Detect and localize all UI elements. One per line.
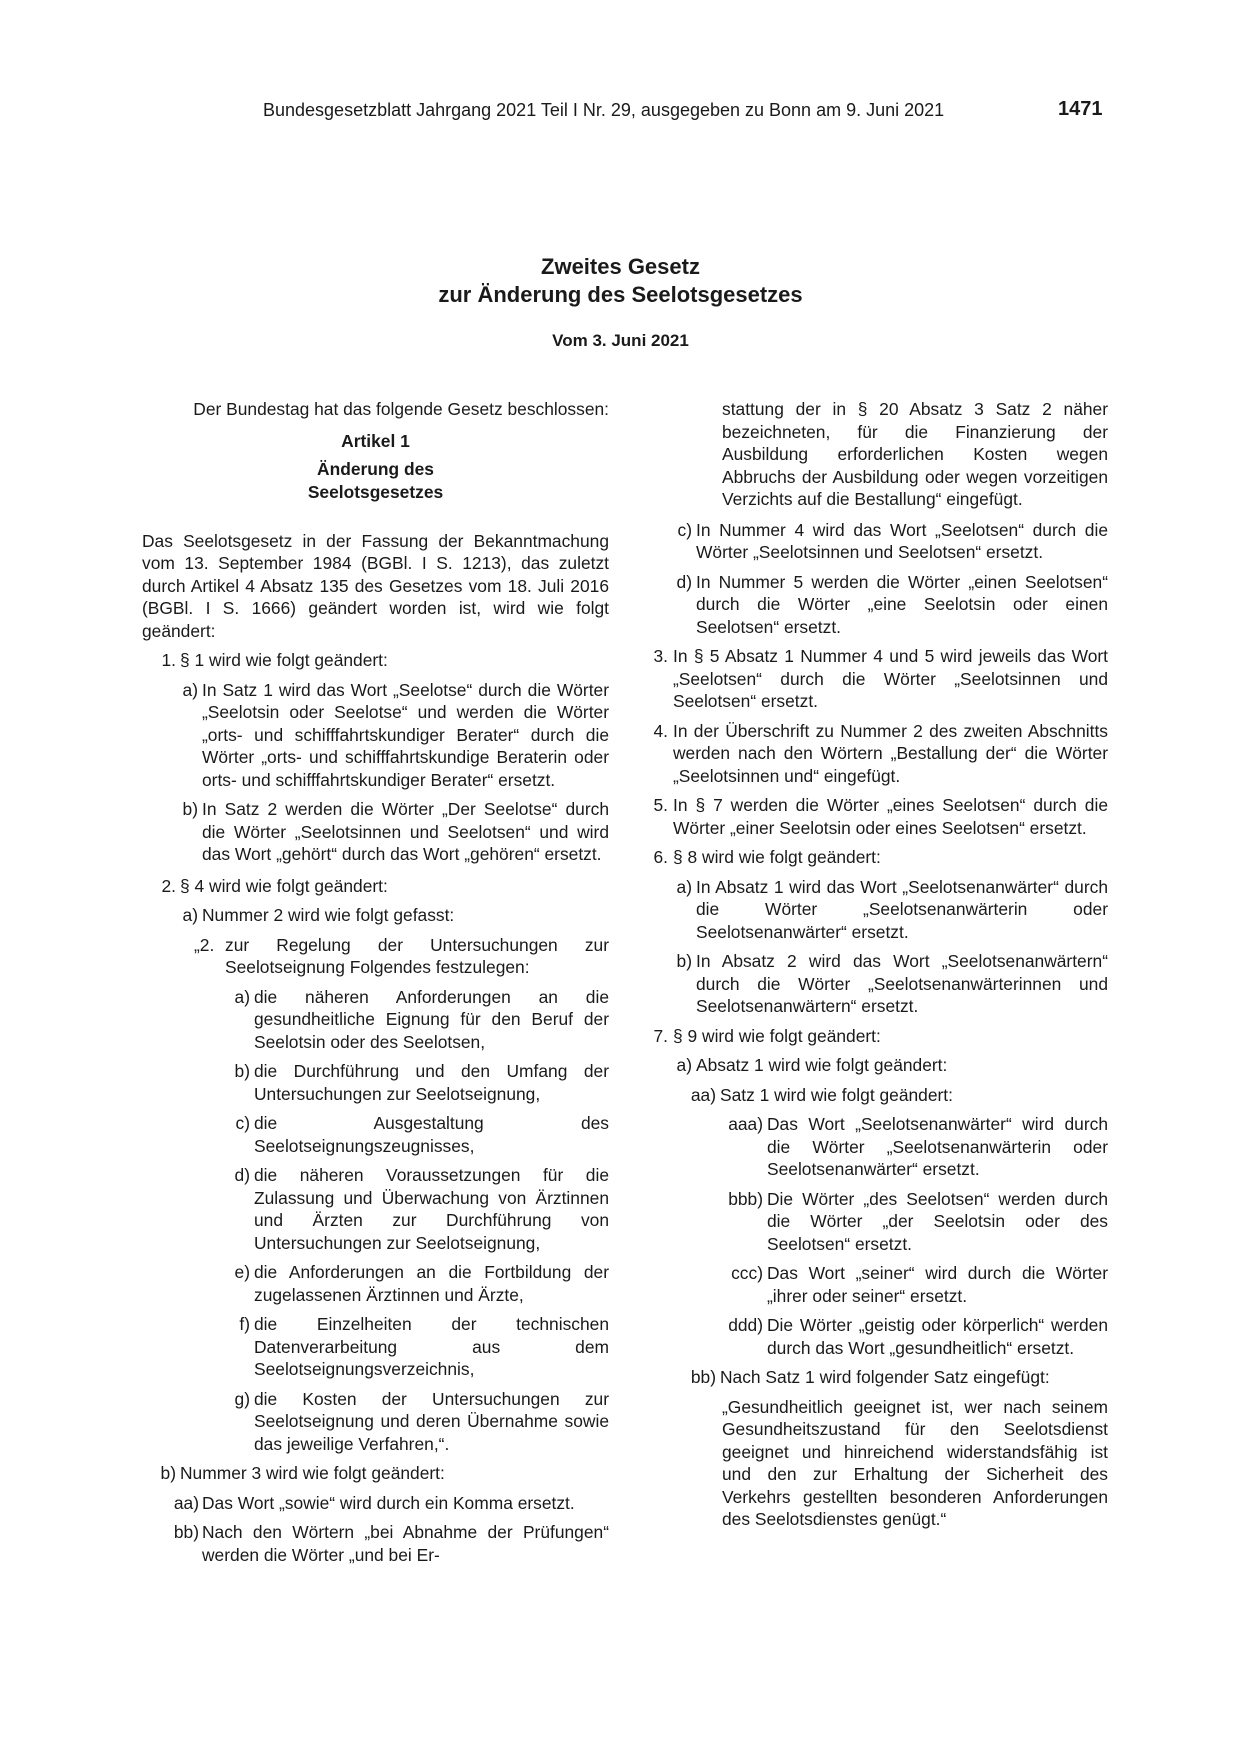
list-item: [640, 1025, 1108, 1048]
item-label: aa): [173, 1492, 199, 1513]
item-text: Nach den Wörtern „bei Abnahme der Prüfungen“ werden die Wörter „und bei Er-: [202, 1522, 609, 1565]
item-text: die näheren Voraussetzungen für die Zulassung und Überwachung von Ärztinnen und Ärzten zur Durchführung von Untersuchungen zur Seelotseignung,: [254, 1165, 609, 1253]
sub-list-7a: [640, 1113, 1108, 1359]
item-label: b): [234, 1061, 250, 1081]
item-text: In Satz 1 wird das Wort „Seelotse“ durch die Wörter „Seelotsin oder Seelotse“ und werden die Wörter „orts- und schifffahrtskundiger Berater“ durch die Wörter „orts- und schifffahrtskundige Beraterin oder orts- und schifffahrtskundiger Berater“ ersetzt.: [202, 679, 609, 790]
item-text: die Durchführung und den Umfang der Untersuchungen zur Seelotseignung,: [254, 1061, 609, 1104]
item-text: Satz 1 wird wie folgt geändert:: [720, 1084, 953, 1105]
item-label: a): [182, 679, 198, 700]
law-title: [0, 253, 1241, 309]
enactment-clause: Der Bundestag hat das folgende Gesetz beschlossen:: [193, 399, 609, 419]
item-label: bbb): [728, 1188, 763, 1209]
item-text: die Ausgestaltung des Seelotseignungszeugnisses,: [254, 1113, 609, 1156]
item-label: aa): [690, 1084, 716, 1105]
article-intro-text: Das Seelotsgesetz in der Fassung der Bekanntmachung vom 13. September 1984 (BGBl. I S. 1213), das zuletzt durch Artikel 4 Absatz 135 des Gesetzes vom 18. Juli 2016 (BGBl. I S. 1666) geändert worden ist, wird wie folgt geändert:: [142, 530, 609, 641]
item-label: ccc): [731, 1263, 763, 1283]
item-text: Die Wörter „geistig oder körperlich“ werden durch das Wort „gesundheitlich“ ersetzt.: [767, 1315, 1108, 1358]
list-item: [640, 720, 1108, 788]
inserted-sentence-quote: „Gesundheitlich geeignet ist, wer nach seinem Gesundheitszustand für den Seelotsdienst geeignet und hinreichend widerstandsfähig ist und den zur Erhaltung der Sicherheit des Verkehrs gestellten besonderen Anforderungen des Seelotsdienstes genügt.“: [722, 1396, 1108, 1529]
item-label: b): [182, 799, 198, 819]
list-item: [142, 1060, 609, 1105]
list-item: [142, 1492, 609, 1515]
item-text: Das Wort „seiner“ wird durch die Wörter „ihrer oder seiner“ ersetzt.: [767, 1263, 1108, 1306]
list-item: [142, 1521, 609, 1566]
list-item: [142, 875, 609, 898]
law-title-line-2: zur Änderung des Seelotsgesetzes: [438, 282, 803, 307]
item-label: g): [234, 1388, 250, 1409]
list-item: [640, 519, 1108, 564]
article-heading: Artikel 1: [341, 430, 410, 451]
item-text: § 1 wird wie folgt geändert:: [180, 650, 388, 670]
law-title-line-1: Zweites Gesetz: [541, 254, 700, 279]
item-text: Die Wörter „des Seelotsen“ werden durch die Wörter „der Seelotsin oder des Seelotsen“ ersetzt.: [767, 1188, 1108, 1254]
item-label: f): [239, 1314, 250, 1334]
list-item: [142, 679, 609, 792]
item-label: 4.: [653, 720, 668, 741]
item-text: die Kosten der Untersuchungen zur Seelotseignung und deren Übernahme sowie das jeweilige Verfahren,“.: [254, 1388, 609, 1454]
item-text: In Absatz 1 wird das Wort „Seelotsenanwärter“ durch die Wörter „Seelotsenanwärterin oder Seelotsenanwärter“ ersetzt.: [696, 876, 1108, 942]
list-item: [640, 1054, 1108, 1077]
item-label: „2.: [194, 934, 215, 955]
continued-text: stattung der in § 20 Absatz 3 Satz 2 näher bezeichneten, für die Finanzierung der Ausbildung erforderlichen Kosten wegen Abbruchs der Ausbildung oder wegen vorzeitigen Verzichts auf die Bestallung“ eingefügt.: [722, 399, 1108, 509]
item-label: ddd): [728, 1315, 763, 1335]
item-label: a): [676, 1055, 692, 1075]
item-label: b): [676, 951, 692, 971]
item-label: a): [182, 905, 198, 925]
item-label: d): [676, 571, 692, 592]
item-text: die Anforderungen an die Fortbildung der zugelassenen Ärztinnen und Ärzte,: [254, 1262, 609, 1305]
item-text: § 8 wird wie folgt geändert:: [673, 847, 881, 867]
item-text: Nach Satz 1 wird folgender Satz eingefügt:: [720, 1367, 1050, 1387]
list-item: [640, 1314, 1108, 1359]
item-label: 1.: [161, 650, 176, 670]
list-item: [640, 1366, 1108, 1389]
list-item: [142, 1261, 609, 1306]
list-item: [640, 1113, 1108, 1181]
item-label: bb): [173, 1522, 199, 1542]
item-text: In § 7 werden die Wörter „eines Seelotsen“ durch die Wörter „einer Seelotsin oder eines Seelotsen“ ersetzt.: [673, 795, 1108, 838]
list-item: [142, 1164, 609, 1254]
item-label: 3.: [653, 646, 668, 666]
item-label: a): [676, 876, 692, 897]
list-item: [640, 571, 1108, 639]
item-label: b): [160, 1463, 176, 1483]
item-text: die Einzelheiten der technischen Datenverarbeitung aus dem Seelotseignungsverzeichnis,: [254, 1314, 609, 1379]
item-text: Nummer 3 wird wie folgt geändert:: [180, 1463, 445, 1483]
list-item: [142, 798, 609, 866]
item-text: In Satz 2 werden die Wörter „Der Seelotse“ durch die Wörter „Seelotsinnen und Seelotsen“ und wird das Wort „gehört“ durch das Wort „gehören“ ersetzt.: [202, 799, 609, 864]
list-item: [640, 846, 1108, 869]
item-label: 2.: [161, 875, 176, 896]
list-item: [640, 1188, 1108, 1256]
item-text: die näheren Anforderungen an die gesundheitliche Eignung für den Beruf der Seelotsin oder des Seelotsen,: [254, 986, 609, 1052]
item-label: aaa): [728, 1114, 763, 1134]
list-item: [142, 1388, 609, 1456]
list-item: [142, 934, 609, 979]
list-item: [142, 1462, 609, 1485]
article-intro: [142, 507, 609, 642]
item-text: § 4 wird wie folgt geändert:: [180, 875, 388, 896]
sub-list-2a: [142, 986, 609, 1456]
item-label: a): [234, 986, 250, 1007]
item-label: d): [234, 1165, 250, 1185]
list-item: [142, 1112, 609, 1157]
item-label: c): [235, 1113, 250, 1133]
item-label: 7.: [653, 1025, 668, 1046]
item-text: Das Wort „Seelotsenanwärter“ wird durch die Wörter „Seelotsenanwärterin oder Seelotsenanwärter“ ersetzt.: [767, 1114, 1108, 1179]
left-column: [142, 398, 609, 1573]
list-item: [640, 876, 1108, 944]
list-item: [640, 1084, 1108, 1107]
right-column: [640, 398, 1108, 1538]
item-text: zur Regelung der Untersuchungen zur Seelotseignung Folgendes festzulegen:: [225, 934, 609, 977]
item-label: bb): [690, 1367, 716, 1387]
item-label: 5.: [653, 795, 668, 815]
item-label: c): [677, 519, 692, 540]
page-header: [0, 100, 1241, 126]
list-item: [142, 904, 609, 927]
gazette-title: Bundesgesetzblatt Jahrgang 2021 Teil I Nr. 29, ausgegeben zu Bonn am 9. Juni 2021: [263, 100, 945, 120]
article-subtitle-1: Änderung des: [317, 459, 434, 479]
article-subtitle-2: Seelotsgesetzes: [307, 481, 444, 502]
item-text: In Nummer 4 wird das Wort „Seelotsen“ durch die Wörter „Seelotsinnen und Seelotsen“ ersetzt.: [696, 519, 1108, 562]
list-item: [142, 649, 609, 672]
list-item: [640, 950, 1108, 1018]
law-date: Vom 3. Juni 2021: [552, 331, 689, 350]
item-text: Nummer 2 wird wie folgt gefasst:: [202, 905, 455, 925]
item-text: In der Überschrift zu Nummer 2 des zweiten Abschnitts werden nach den Wörtern „Bestallung der“ die Wörter „Seelotsinnen und“ eingefügt.: [673, 720, 1108, 786]
item-text: § 9 wird wie folgt geändert:: [673, 1025, 881, 1046]
item-label: e): [234, 1262, 250, 1282]
list-item: [640, 645, 1108, 713]
item-text: In Absatz 2 wird das Wort „Seelotsenanwärtern“ durch die Wörter „Seelotsenanwärterinnen und Seelotsenanwärtern“ ersetzt.: [696, 951, 1108, 1016]
item-text: Das Wort „sowie“ wird durch ein Komma ersetzt.: [202, 1492, 575, 1513]
item-label: 6.: [653, 847, 668, 867]
list-item: [142, 1313, 609, 1381]
list-item: [640, 1262, 1108, 1307]
item-text: In § 5 Absatz 1 Nummer 4 und 5 wird jeweils das Wort „Seelotsen“ durch die Wörter „Seelotsinnen und Seelotsen“ ersetzt.: [673, 646, 1108, 711]
list-item: [640, 794, 1108, 839]
item-text: Absatz 1 wird wie folgt geändert:: [696, 1055, 948, 1075]
list-item: [142, 986, 609, 1054]
item-text: In Nummer 5 werden die Wörter „einen Seelotsen“ durch die Wörter „eine Seelotsin oder einen Seelotsen“ ersetzt.: [696, 571, 1108, 637]
page-number: 1471: [1058, 98, 1103, 120]
